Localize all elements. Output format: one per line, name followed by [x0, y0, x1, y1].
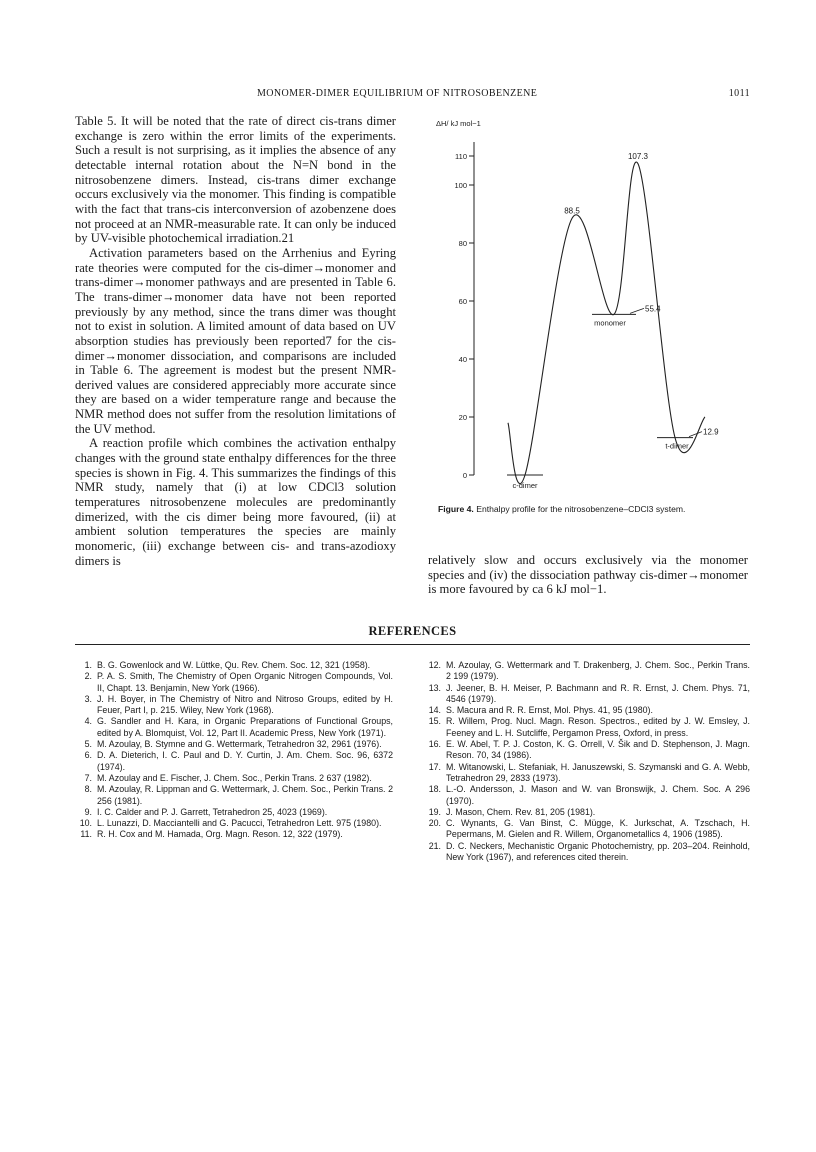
- figure-label: Figure 4.: [438, 504, 474, 514]
- reference-number: 15.: [428, 716, 441, 727]
- running-header: [75, 88, 750, 104]
- reference-item: [424, 841, 750, 864]
- reference-text: M. Witanowski, L. Stefaniak, H. Januszewski, S. Szymanski and G. A. Webb, Tetrahedron 29, 2833 (1973).: [446, 761, 750, 783]
- value-leader-55-4: [630, 308, 644, 313]
- reference-item: [75, 807, 393, 818]
- value-label-55-4: 55.4: [645, 304, 661, 314]
- reference-text: J. Mason, Chem. Rev. 81, 205 (1981).: [446, 806, 596, 817]
- reference-number: 5.: [84, 739, 92, 750]
- reference-item: [424, 705, 750, 716]
- reference-text: M. Azoulay, R. Lippman and G. Wettermark, J. Chem. Soc., Perkin Trans. 2 256 (1981).: [97, 784, 393, 806]
- state-label-c-dimer: c-dimer: [512, 481, 538, 490]
- reference-item: [424, 660, 750, 683]
- reference-number: 2.: [84, 671, 92, 682]
- reference-item: [75, 694, 393, 717]
- reference-text: L. Lunazzi, D. Macciantelli and G. Pacucci, Tetrahedron Lett. 975 (1980).: [97, 818, 382, 829]
- reference-number: 9.: [84, 806, 92, 817]
- reference-number: 4.: [84, 716, 92, 727]
- reference-item: [424, 818, 750, 841]
- reference-text: M. Azoulay, B. Stymne and G. Wettermark, Tetrahedron 32, 2961 (1976).: [97, 739, 382, 750]
- y-tick-label: 100: [454, 180, 467, 190]
- y-tick-label: 40: [458, 354, 467, 364]
- reference-item: [75, 750, 393, 773]
- reference-item: [424, 683, 750, 706]
- references-left-column: [75, 660, 393, 841]
- reference-item: [75, 660, 393, 671]
- reference-number: 21.: [428, 840, 441, 851]
- reference-item: [424, 739, 750, 762]
- value-label-107-3: 107.3: [627, 151, 649, 161]
- reference-text: L.-O. Andersson, J. Mason and W. van Bronswijk, J. Chem. Soc. A 296 (1970).: [446, 784, 750, 806]
- reference-text: B. G. Gowenlock and W. Lüttke, Qu. Rev. Chem. Soc. 12, 321 (1958).: [97, 660, 371, 670]
- running-title: MONOMER-DIMER EQUILIBRIUM OF NITROSOBENZENE: [257, 88, 538, 99]
- y-tick-label: 80: [458, 238, 467, 248]
- figure-4: [430, 114, 770, 504]
- reference-text: I. C. Calder and P. J. Garrett, Tetrahedron 25, 4023 (1969).: [97, 806, 328, 817]
- reference-number: 3.: [84, 693, 92, 704]
- reference-text: M. Azoulay and E. Fischer, J. Chem. Soc., Perkin Trans. 2 637 (1982).: [97, 772, 372, 783]
- paragraph-1: Table 5. It will be noted that the rate of direct cis-trans dimer exchange is zero within the error limits of the experiments. Such a result is not surprising, as it implies the absence of any detectable internal rotation about the N=N bond in the nitrosobenzene dimers. Instead, cis-trans dimer exchange occurs exclusively via the monomer. This finding is compatible with the fact that trans-cis interconversion of azobenzene does not proceed at an NMR-measurable rate. It can only be induced by UV-visible photochemical irradiation.21: [75, 114, 396, 246]
- reference-text: D. A. Dieterich, I. C. Paul and D. Y. Curtin, J. Am. Chem. Soc. 96, 6372 (1974).: [97, 750, 393, 772]
- reference-number: 19.: [428, 806, 441, 817]
- reference-number: 14.: [428, 705, 441, 716]
- paragraph-continuation: relatively slow and occurs exclusively via the monomer species and (iv) the dissociation pathway cis-dimer→monomer is more favoured by ca 6 kJ mol−1.: [428, 553, 748, 597]
- reference-item: [424, 784, 750, 807]
- reference-number: 17.: [428, 761, 441, 772]
- reference-text: R. H. Cox and M. Hamada, Org. Magn. Reson. 12, 322 (1979).: [97, 829, 343, 840]
- reference-item: [424, 716, 750, 739]
- reference-text: R. Willem, Prog. Nucl. Magn. Reson. Spectros., edited by J. W. Emsley, J. Feeney and L. H. Sutcliffe, Pergamon Press, Oxford, in press.: [446, 716, 750, 738]
- y-tick-label: 110: [455, 151, 467, 161]
- value-leader-12-9: [689, 432, 702, 437]
- reference-item: [424, 807, 750, 818]
- value-label-88-5: 88.5: [564, 206, 580, 216]
- reference-text: M. Azoulay, G. Wettermark and T. Drakenberg, J. Chem. Soc., Perkin Trans. 2 199 (1979).: [446, 660, 750, 682]
- reference-number: 20.: [428, 818, 441, 829]
- state-label-t-dimer: t-dimer: [665, 441, 689, 451]
- reference-number: 11.: [80, 829, 92, 840]
- references-divider: [75, 644, 750, 645]
- reference-number: 16.: [428, 739, 441, 750]
- reference-item: [424, 762, 750, 785]
- reference-number: 12.: [428, 660, 441, 670]
- paragraph-3: A reaction profile which combines the activation enthalpy changes with the ground state enthalpy differences for the three species is shown in Fig. 4. This summarizes the findings of this NMR study, namely that (i) at low CDCl3 solution temperatures nitrosobenzene molecules are predominantly dimerized, with the cis dimer being more favoured, (ii) at ambient solution temperatures the species are mainly monomeric, (iii) exchange between cis- and trans-azodioxy dimers is: [75, 436, 396, 568]
- reference-item: [75, 739, 393, 750]
- references-heading: REFERENCES: [368, 624, 457, 638]
- reference-number: 1.: [84, 660, 92, 670]
- page-number: 1011: [728, 88, 750, 99]
- left-column: [75, 114, 396, 568]
- reference-number: 13.: [428, 682, 441, 693]
- reference-item: [75, 716, 393, 739]
- reference-number: 8.: [84, 784, 92, 795]
- state-label-monomer: monomer: [594, 318, 626, 328]
- references-right-column: [424, 660, 750, 863]
- y-tick-label: 0: [462, 470, 467, 480]
- right-column-text: [428, 553, 748, 597]
- reference-text: J. Jeener, B. H. Meiser, P. Bachmann and R. R. Ernst, J. Chem. Phys. 71, 4546 (1979).: [446, 682, 750, 704]
- reference-text: J. H. Boyer, in The Chemistry of Nitro and Nitroso Groups, edited by H. Feuer, Part I, p. 215. Wiley, New York (1968).: [97, 693, 393, 716]
- y-axis-label: ΔH/ kJ mol−1: [436, 119, 481, 128]
- reference-text: D. C. Neckers, Mechanistic Organic Photochemistry, pp. 203–204. Reinhold, New York (1967), and references cited therein.: [446, 840, 750, 863]
- reference-text: C. Wynants, G. Van Binst, C. Mügge, K. Jurkschat, A. Tzschach, H. Pepermans, M. Gielen and R. Willem, Organometallics 4, 1906 (1985).: [446, 818, 750, 840]
- reference-item: [75, 671, 393, 694]
- reference-number: 18.: [428, 784, 441, 795]
- y-tick-label: 60: [458, 296, 467, 306]
- enthalpy-profile-chart: [430, 114, 770, 504]
- reference-number: 10.: [79, 818, 92, 829]
- paragraph-2: Activation parameters based on the Arrhenius and Eyring rate theories were computed for the cis-dimer→monomer and trans-dimer→monomer pathways and are presented in Table 6. The trans-dimer→monomer data have not been reported previously by any method, since the trans dimer was thought not to exist in solution. A limited amount of data based on UV absorption studies has previously been reported7 for the cis-dimer→monomer dissociation, and comparisons are included in Table 6. The agreement is modest but the present NMR-derived values are considered appreciably more accurate since they are based on a wider temperature range and because the NMR method does not suffer from the resolution limitations of the UV method.: [75, 245, 396, 436]
- reference-text: P. A. S. Smith, The Chemistry of Open Organic Nitrogen Compounds, Vol. II, Chapt. 13. Benjamin, New York (1966).: [97, 671, 393, 693]
- reference-item: [75, 773, 393, 784]
- reference-text: E. W. Abel, T. P. J. Coston, K. G. Orrell, V. Šik and D. Stephenson, J. Magn. Reson. 70, 34 (1986).: [446, 739, 750, 761]
- reference-item: [75, 784, 393, 807]
- y-tick-label: 20: [458, 412, 467, 422]
- reference-text: G. Sandler and H. Kara, in Organic Preparations of Functional Groups, edited by A. Blomquist, Vol. 12, Part II. Academic Press, New York (1971).: [97, 716, 393, 738]
- figure-caption: [438, 504, 685, 514]
- reference-item: [75, 818, 393, 829]
- reference-item: [75, 829, 393, 840]
- reference-text: S. Macura and R. R. Ernst, Mol. Phys. 41, 95 (1980).: [446, 705, 653, 716]
- figure-caption-text: Enthalpy profile for the nitrosobenzene–CDCl3 system.: [476, 504, 686, 514]
- value-label-12-9: 12.9: [703, 427, 719, 437]
- reference-number: 6.: [84, 750, 92, 761]
- reference-number: 7.: [84, 772, 92, 783]
